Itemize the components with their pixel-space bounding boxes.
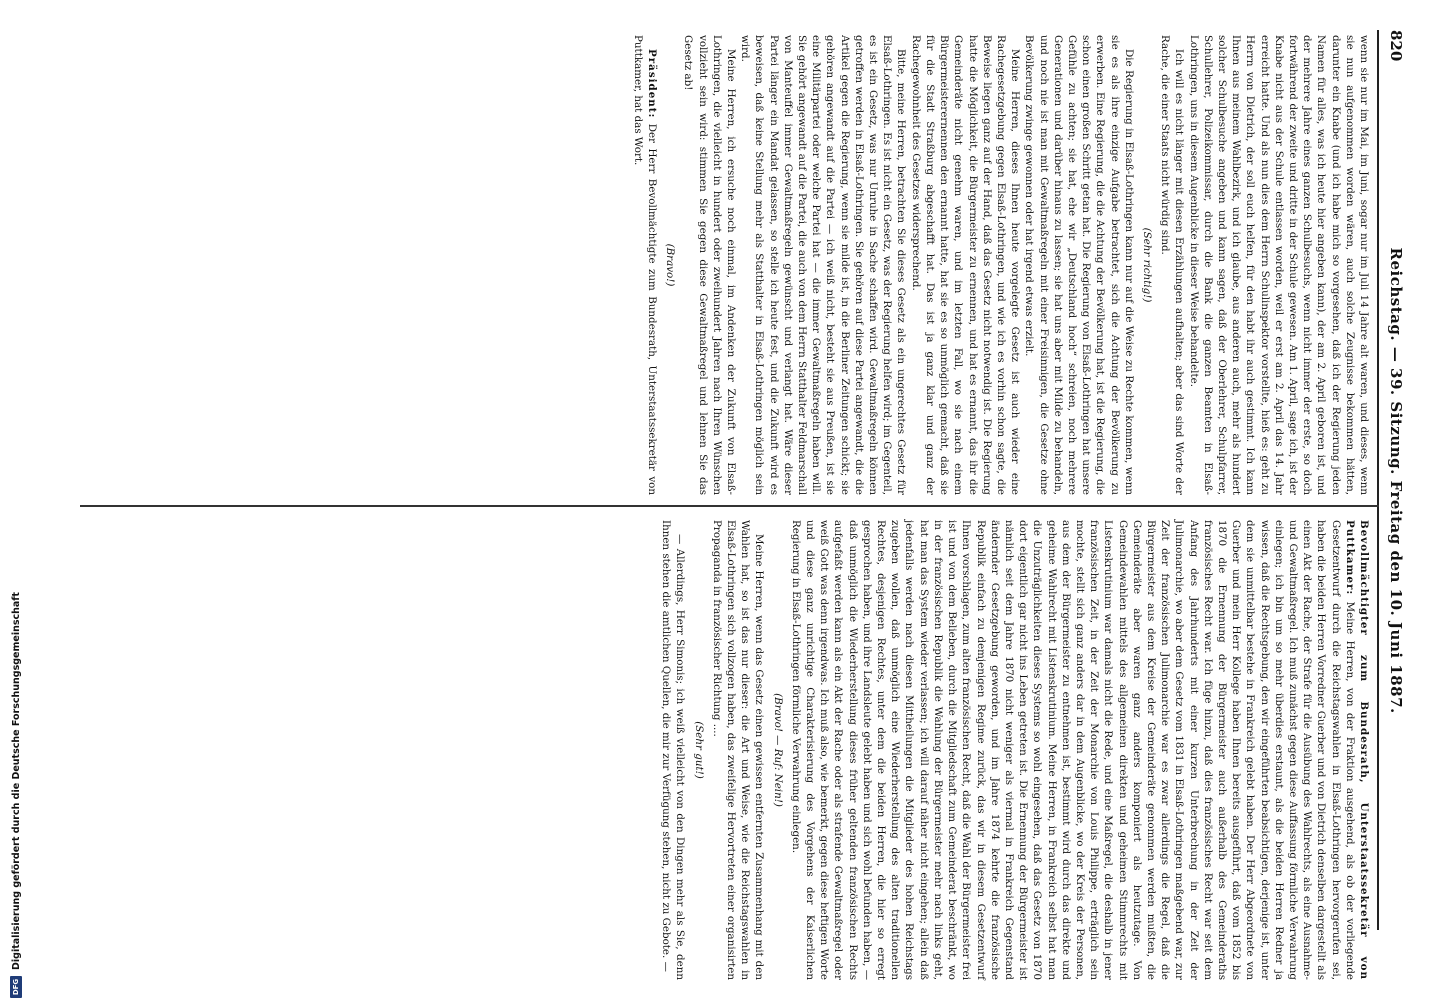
scanned-page — [10, 0, 1415, 980]
paragraph: Bitte, meine Herren, betrachten Sie dieses Gesetz als ein ungerechtes Gesetz für Elsaß-Lothringen. Es ist nicht ein Gesetz, was der Regierung helfen wird; im Gegenteil, es ist ein Gesetz, was nur Unruhe in Sache schaffen wird. Gewaltmaßregeln können getroffen werden in Elsaß-Lothringen. Sie gehören auf diese Partei angewandt, die die Artikel gegen die Regierung, wenn sie milde ist, in die Berliner Zeitungen schickt; sie gehören angewandt auf die Partei — ich weiß nicht, besteht sie aus Preußen, ist sie eine Militärpartei oder welche Partei hat — die immer Gewaltmaßregeln haben will. Sie gehört angewandt auf die Partei, die auch von dem Herrn Statthalter Feldmarschall von Manteuffel immer Gewaltmaßregeln gewünscht und verlangt hat. Wäre dieser Partei länger ein Mandat gelassen, so stelle ich heute fest, und die Zukunft wird es beweisen, daß keine Stellung mehr als Statthalter in Elsaß-Lothringen möglich sein wird. — [739, 35, 908, 495]
page-title: Reichstag. — 39. Sitzung. Freitag den 10. Juni 1887. — [1387, 247, 1405, 714]
speaker-label: Bevollmächtigter zum Bundesrath, Unterstaatssekretär von Puttkamer: — [1343, 520, 1370, 980]
funding-notice: Digitalisierung gefördert durch die Deutsche Forschungsgemeinschaft — [10, 592, 22, 970]
paragraph: Meine Herren, von der Fraktion ausgehend, als ob der vorliegende Gesetzentwurf durch die Reichstagswahlen in Elsaß-Lothringen hervorgerufen sei, haben die beiden Herren Vorredner Guerber und von Dietrich denselben dargestellt als einen Akt der Rache, der Strafe für die Ausübung des Wahlrechts, als eine Ausnahme- und Gewaltmaßregel. Ich muß zunächst gegen diese Auffassung förmliche Verwahrung einlegen; ich bin um so mehr überdies erstaunt, als die beiden Herren Redner ja wissen, daß die Rechtsgebung, den wir eingeführten beabsichtigen, derjenige ist, unter dem sie unmittelbar bestehe in Frankreich gelebt haben. Der Herr Abgeordnete von Guerber und mein Herr Kollege haben Ihnen bereits ausgeführt, daß vom 1852 bis 1870 die Ernennung der Bürgermeister auch außerhalb des Gemeinderaths französisches Recht war. Ich füge hinzu, daß dies französisches Recht war seit dem Anfang des Jahrhunderts mit einer kurzen Unterbrechung in der Zeit der Julimonarchie, wo aber dem Gesetz vom 1831 in Elsaß-Lothringen maßgebend war, zur Zeit der französischen Julimonarchie war es zwar allerdings die Regel, daß die Bürgermeister aus dem Kreise der Gemeinderäte genommen werden mußten, die Gemeinderäte aber waren ganz anders komponiert als heutzutage. Von Gemeindewahlen mittels des allgemeinen direkten und geheimen Stimmrechts mit Listenskrutinium war damals nicht die Rede, und eine Maßregel, die deshalb in jener französischen Zeit, in der Zeit der Monarchie von Louis Philippe, erträglich sein mochte, stellt sich ganz anders dar in dem Augenblicke, wo der Kreis der Personen, aus dem der Bürgermeister zu entnehmen ist, bestimmt wird durch das direkte und geheime Wahlrecht mit Listenskrutinium. Meine Herren, in Frankreich selbst hat man die Unzuträglichkeiten dieses Systems so wohl eingesehen, daß das Gesetz von 1870 dort eigentlich gar nicht ins Leben getreten ist. Die Ernennung der Bürgermeister ist nämlich seit dem Jahre 1870 nicht weniger als viermal in Frankreich Gegenstand ändernder Gesetzgebung geworden, und im Jahre 1874 kehrte die französische Republik einfach zu demjenigen Regime zurück, das wir in diesem Gesetzentwurf Ihnen vorschlagen, zum alten französischen Recht, daß die Wahl der Bürgermeister frei ist und von dem Belieben, durch die Mitgliedschaft zum Gemeinderat beschränkt, wo in der französischen Republik die Wahlung der Bürgermeister mehr nach links geht, hat man das System wieder verlassen; ich will darauf näher nicht eingehen; allein daß jedenfalls werden nach diesen Mittheilungen die Mitglieder des hohen Reichstags zugeben wollen, daß unmöglich eine Wiederherstellung des alten traditionellen Rechtes, desjenigen Rechtes, unter dem die beiden Herren, die hier so erregt gesprochen haben, und ihre Landsleute gelebt haben und sich wohl befunden haben, — daß unmöglich die Wiederherstellung dieses früher geltenden französischen Rechts aufgefaßt werden kann als ein Akt der Rache oder als strafende Gewaltmaßregel oder weiß Gott was denn irgendwas. Ich muß also, wie bemerkt, gegen diese heftigen Worte und diese ganz unrichtige Charakterisierung des Vorgehens der Kaiserlichen Regierung in Elsaß-Lothringen förmliche Verwahrung einlegen. — [789, 520, 1356, 980]
column-divider — [80, 505, 1379, 507]
paragraph: Der Herr Bevollmächtigte zum Bundesrath, Unterstaatssekretär von Puttkamer, hat das Wort. — [631, 35, 659, 496]
page-header — [1383, 30, 1409, 930]
paragraph: wenn sie nur im Mai, im Juni, sogar nur im Juli 14 Jahre alt waren, und dieses, wenn sie nun aufgenommen worden wären, auch solche Zeugnisse bekommen hätten, darunter ein Knabe (und ich habe mich so vorgesehen, daß ich der Regierung jeden Namen für alles, was ich heute hier angeben kann), der am 2. April geboren ist, und der mehrere Jahre eines ganzen Schulbesuchs, wenn nicht immer der erste, so doch fortwährend der zweite und dritte in der Schule gewesen. Am 1. April, sage ich, ist der Knabe nicht aus der Schule entlassen worden, weil er erst am 2. April das 14. Jahr erreicht hatte. Und als nun dies dem Herrn Schulinspektor vorstellte, hieß es: geht zu Herrn von Dietrich, der soll euch helfen, für den habt ihr auch gestimmt. Ich kann Ihnen aus meinem Wahlbezirk, und ich glaube, aus anderen auch, mehr als hundert solcher Schulbesuche angeben und kann sagen, daß der Oberlehrer, Schulpfarrer, Schullehrer, Polizeikommissar, durch die Bank die ganzen Beamten in Elsaß-Lothringen, uns in diesem Augenblicke in dieser Weise behandelte. — [1187, 35, 1370, 495]
interjection: (Bravo! — Ruf: Nein!) — [771, 693, 784, 807]
interjection: (Sehr gut!) — [692, 721, 705, 779]
paragraph: Meine Herren, dieses Ihnen heute vorgelegte Gesetz ist auch wieder eine Rachegesetzgebung gegen Elsaß-Lothringen, und wie ich es vorhin schon sagte, die Beweise liegen ganz auf der Hand, daß das Gesetz nicht notwendig ist. Die Regierung hatte die Möglichkeit, die Bürgermeister zu ernennen, und hat es ernannt, das ihr die Gemeinderäte nicht genehm waren, und im letzten Fall, wo sie nach einem Bürgermeisterernennen den ernannt hatte, hat sie es so unmöglich gemacht, daß sie für die Stadt Straßburg abgeschafft hat. Das ist ja ganz klar und ganz der Rachegewohnheit des Gesetzes widersprechend. — [909, 35, 1022, 495]
paragraph: Meine Herren, wenn das Gesetz einen gewissen entfernten Zusammenhang mit den Wahlen hat, so ist das nur dieser: die Art und Weise, wie die Reichstagswahlen in Elsaß-Lothringen sich vollzogen haben, das zweifelige Hervortreten einer organisirten Propaganda in französischer Richtung .... — [710, 520, 766, 980]
paragraph: Meine Herren, ich ersuche noch einmal, im Andenken der Zukunft von Elsaß-Lothringen, die vielleicht in hundert oder zweihundert Jahren nach Ihren Wünschen vollzieht sein wird: stimmen Sie gegen diese Gewaltmaßregel und lehnen Sie das Gesetz ab! — [682, 35, 738, 495]
header-rule — [1377, 30, 1379, 930]
funding-footer — [2, 0, 28, 1000]
speaker-label: Präsident: — [646, 49, 659, 119]
left-column — [631, 35, 1371, 496]
interjection: (Bravo!) — [664, 243, 677, 287]
paragraph: Ich will es nicht länger mit diesen Erzählungen aufhalten; aber das sind Worte der Rache, die einer Staats nicht würdig sind. — [1159, 35, 1186, 495]
dfg-logo-icon: DFG — [10, 976, 22, 998]
right-column — [660, 520, 1371, 980]
paragraph: Die Regierung in Elsaß-Lothringen kann nur auf die Weise zu Rechte kommen, wenn sie es als ihre einzige Aufgabe betrachtet, sich die Achtung der Bevölkerung zu erwerben. Eine Regierung, die die Achtung der Bevölkerung hat, ist die Regierung, die schon einen großen Schritt getan hat. Die Regierung von Elsaß-Lothringen hat unsere Gefühle zu achten; sie hat, ehe wir „Deutschland hoch“ schreien, noch mehrere Generationen und darüber hinaus zu lassen; sie hat uns aber mit Milde zu behandeln, und noch nie ist man mit Gewaltmaßregeln mit einer Freisinnigen, die Gesetze ohne Bevölkerung zwinge gewonnen oder hat irgend etwas erzielt. — [1023, 35, 1135, 495]
page-number: 820 — [1387, 30, 1405, 62]
interjection: (Sehr richtig!) — [1140, 227, 1153, 303]
paragraph: — Allerdings, Herr Simonis; ich weiß vielleicht von den Dingen mehr als Sie, denn Ihnen stehen die amtlichen Quellen, die mir zur Verfügung stehen, nicht zu Gebote. — — [660, 520, 687, 980]
